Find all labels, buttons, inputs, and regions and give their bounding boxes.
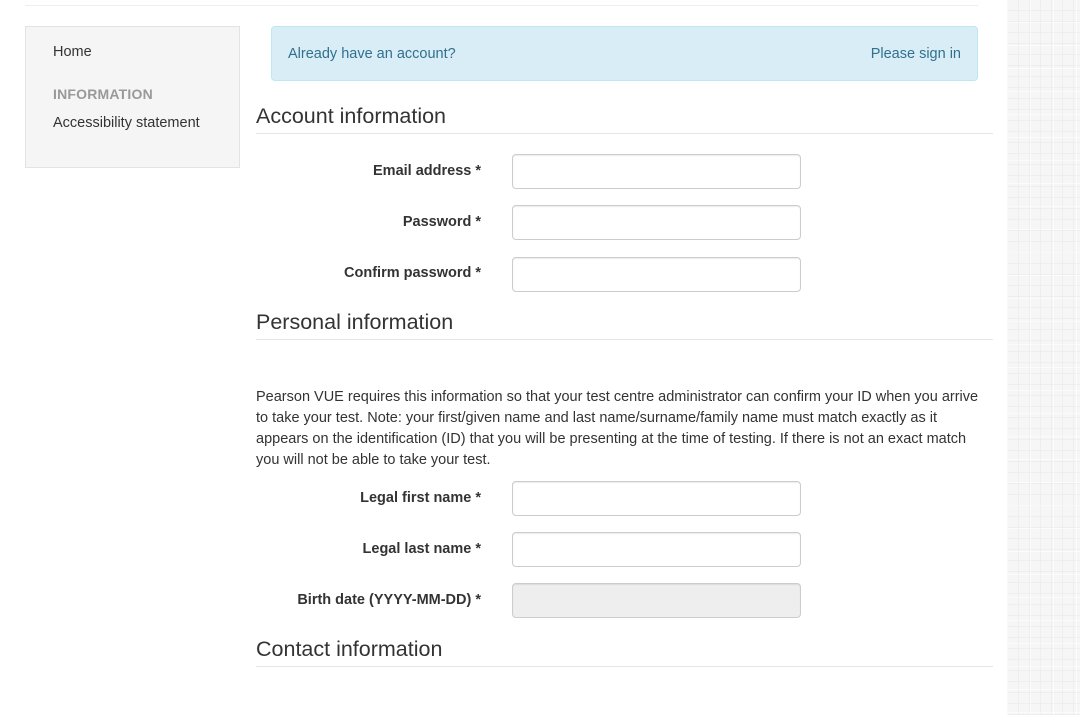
last-name-field[interactable]	[512, 532, 801, 567]
last-name-label: Legal last name *	[362, 541, 481, 557]
alert-message: Already have an account?	[288, 46, 456, 62]
sidebar	[25, 26, 240, 168]
sidebar-heading-information: INFORMATION	[53, 86, 153, 102]
sign-in-link[interactable]: Please sign in	[870, 46, 961, 62]
email-label: Email address *	[373, 163, 481, 179]
confirm-password-field[interactable]	[512, 257, 801, 292]
sidebar-item-accessibility-statement[interactable]: Accessibility statement	[53, 115, 200, 131]
first-name-field[interactable]	[512, 481, 801, 516]
section-title-personal: Personal information	[256, 309, 993, 340]
section-title-contact: Contact information	[256, 636, 993, 667]
sidebar-item-home[interactable]: Home	[53, 44, 92, 60]
first-name-label: Legal first name *	[360, 490, 481, 506]
password-field[interactable]	[512, 205, 801, 240]
email-field[interactable]	[512, 154, 801, 189]
sign-in-alert	[271, 26, 978, 81]
id-requirements-notice: Pearson VUE requires this information so that your test centre administrator can confirm your ID when you arrive to take your test. Note: your first/given name and last name/surname/family name must match exactly as it appears on the identification (ID) that you will be presenting at the time of testing. If there is not an exact match you will not be able to take your test.	[256, 389, 979, 468]
confirm-password-label: Confirm password *	[344, 265, 481, 281]
birth-date-label: Birth date (YYYY-MM-DD) *	[297, 592, 481, 608]
password-label: Password *	[402, 214, 481, 230]
birth-date-field[interactable]	[512, 583, 801, 618]
background-pattern	[1007, 0, 1080, 715]
top-divider	[25, 5, 978, 6]
section-title-account: Account information	[256, 103, 993, 134]
